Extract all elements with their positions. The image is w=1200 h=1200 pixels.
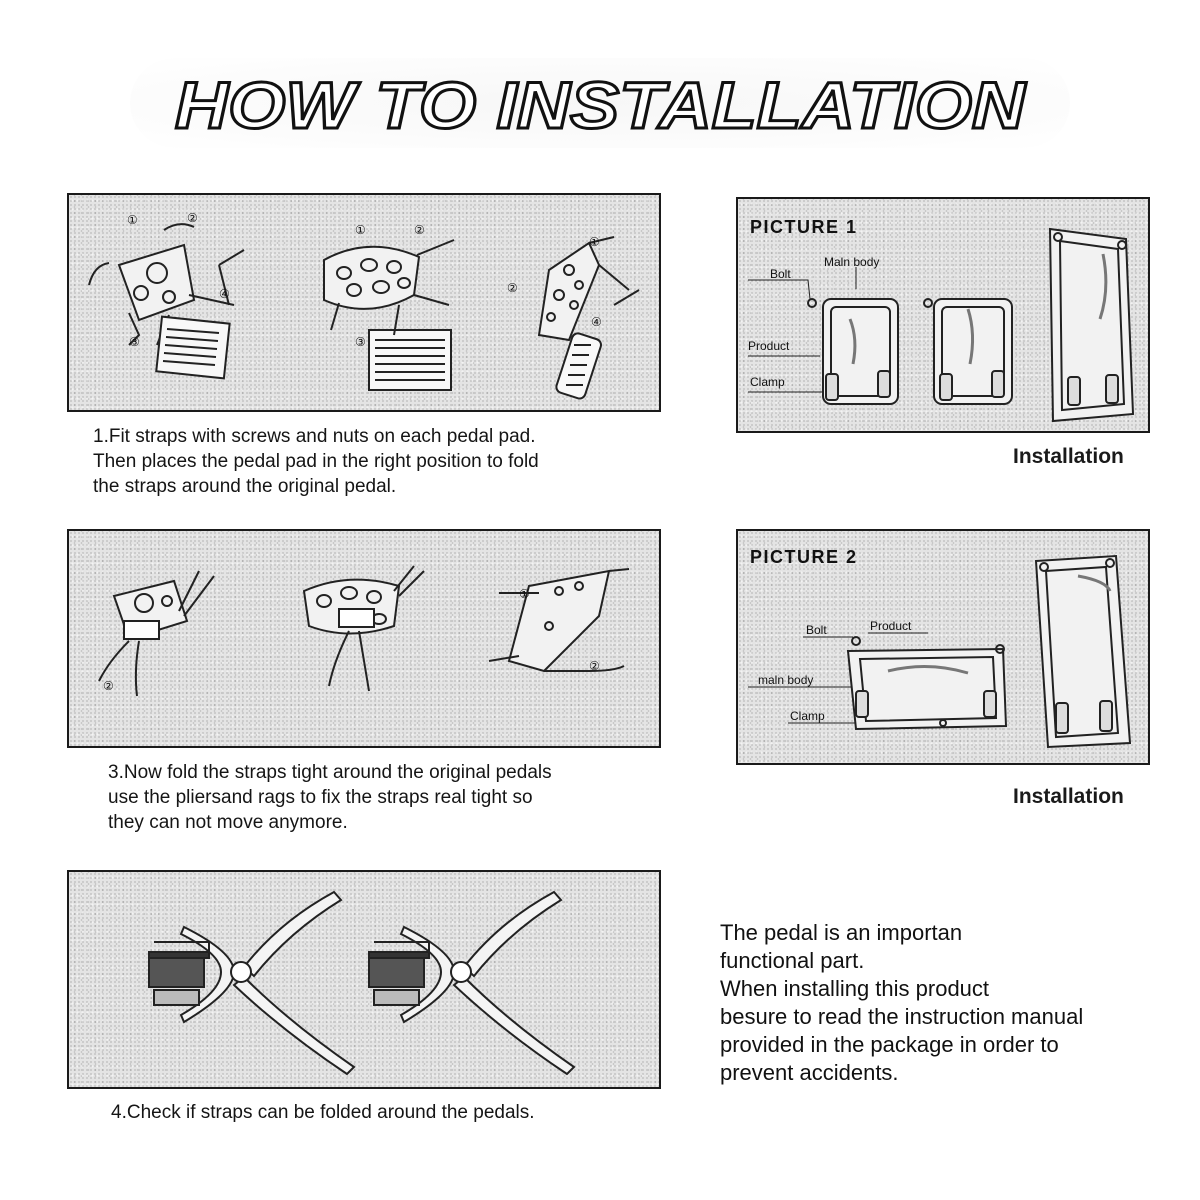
picture2-main-body-label: maln body	[758, 673, 814, 687]
pliers-right	[369, 892, 574, 1074]
picture2-product-label: Product	[870, 619, 912, 633]
step4-illustration	[67, 870, 661, 1089]
picture1-caption: Installation	[1013, 445, 1124, 468]
picture2-clamp-label: Clamp	[790, 709, 825, 723]
callout-2d: ②	[589, 659, 600, 673]
safety-notice: The pedal is an importan functional part. When installing this product besure to read the instruction manual provided in the package in order to prevent accidents.	[720, 920, 1084, 1085]
callout-1: ①	[127, 213, 138, 227]
pliers-pedal-3	[489, 569, 629, 671]
pliers-pedal-1	[99, 571, 214, 696]
callout-2c: ②	[507, 281, 518, 295]
picture1-clamp-label: Clamp	[750, 375, 785, 389]
step3-illustration	[67, 529, 661, 748]
picture2-drawing	[738, 531, 1148, 763]
callout-2b: ②	[414, 223, 425, 237]
picture1-pedal-c	[1050, 229, 1133, 421]
picture2-caption: Installation	[1013, 785, 1124, 808]
pliers-left	[149, 892, 354, 1074]
callout-2: ②	[187, 211, 198, 225]
callout-1d: ①	[519, 587, 530, 601]
pedal-pad-1	[89, 224, 244, 378]
picture2-panel	[736, 529, 1150, 765]
picture1-pedal-b	[924, 299, 1012, 404]
pliers-drawing	[69, 872, 659, 1087]
title-graphic	[130, 58, 1070, 148]
title-banner	[130, 58, 1070, 148]
callout-1b: ①	[355, 223, 366, 237]
pliers-pedal-2	[304, 566, 424, 691]
pedal-pad-3	[539, 237, 639, 400]
picture2-heading: PICTURE 2	[750, 547, 858, 567]
callout-1c: ①	[589, 235, 600, 249]
step1-caption: 1.Fit straps with screws and nuts on each pedal pad. Then places the pedal pad in the right position to fold the straps around the original pedal.	[93, 426, 539, 497]
picture2-bolt-label: Bolt	[806, 623, 827, 637]
picture1-bolt-label: Bolt	[770, 267, 791, 281]
picture1-panel	[736, 197, 1150, 433]
strap-folding-drawing	[69, 531, 659, 746]
callout-2e: ②	[103, 679, 114, 693]
step3-caption: 3.Now fold the straps tight around the original pedals use the pliersand rags to fix the straps real tight so they can not move anymore.	[108, 762, 552, 833]
picture1-heading: PICTURE 1	[750, 217, 858, 237]
picture1-main-body-label: Maln body	[824, 255, 880, 269]
picture2-pedal-a	[848, 637, 1006, 729]
picture2-pedal-b	[1036, 556, 1130, 747]
picture1-product-label: Product	[748, 339, 790, 353]
pedal-pad-2	[324, 240, 454, 390]
callout-4: ④	[219, 287, 230, 301]
callout-3: ③	[129, 335, 140, 349]
step1-illustration	[67, 193, 661, 412]
picture1-drawing	[738, 199, 1148, 431]
page-title: HOW TO INSTALLATION	[175, 68, 1027, 142]
picture1-pedal-a	[808, 299, 898, 404]
callout-4c: ④	[591, 315, 602, 329]
callout-3b: ③	[355, 335, 366, 349]
step4-caption: 4.Check if straps can be folded around the pedals.	[111, 1102, 535, 1123]
